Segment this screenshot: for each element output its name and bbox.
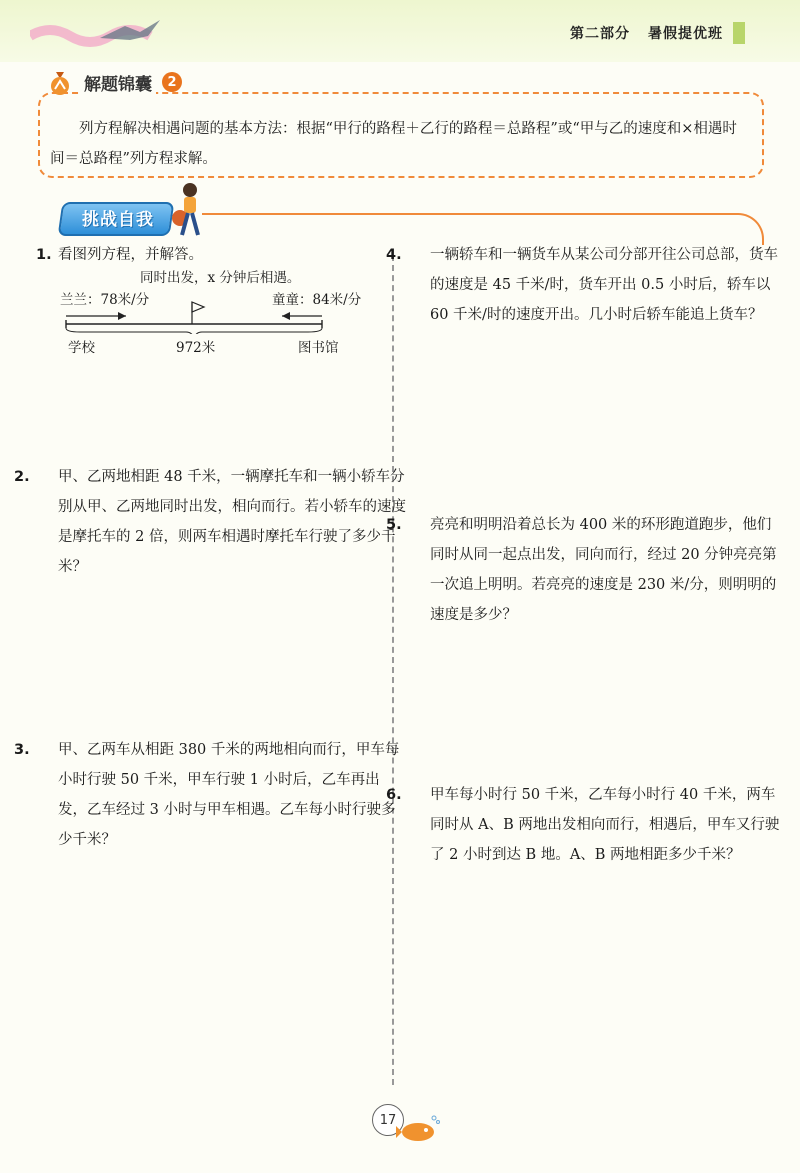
question-number: 5. [386,517,402,533]
distance-label: 972米 [176,340,216,356]
right-person-speed: 童童：84米/分 [272,292,362,308]
question-number: 3. [14,742,30,758]
question-5 [386,510,780,630]
meeting-diagram [60,266,390,356]
left-person-speed: 兰兰：78米/分 [60,292,150,308]
header-bar [733,22,745,44]
question-6 [386,780,780,870]
section-label: 第二部分 [570,26,630,42]
diagram-caption: 同时出发，x 分钟后相遇。 [140,270,301,286]
bird-ribbon-decoration [30,18,180,54]
question-text: 甲、乙两车从相距 380 千米的两地相向而行，甲车每小时行驶 50 千米，甲车行驶 1 小时后，乙车再出发，乙车经过 3 小时与甲车相遇。乙车每小时行驶多少千米？ [58,742,400,848]
question-number: 4. [386,247,402,263]
page-number: 17 [372,1104,404,1136]
right-place-label: 图书馆 [298,340,339,356]
question-4 [386,240,780,330]
question-text: 甲、乙两地相距 48 千米，一辆摩托车和一辆小轿车分别从甲、乙两地同时出发，相向而行。若小轿车的速度是摩托车的 2 倍，则两车相遇时摩托车行驶了多少千米？ [58,469,406,575]
page-number-area [372,1104,462,1144]
question-text: 亮亮和明明沿着总长为 400 米的环形跑道跑步，他们同时从同一起点出发，同向而行，经过 20 分钟亮亮第一次追上明明。若亮亮的速度是 230 米/分，则明明的速度是多少？ [430,517,777,623]
tip-number-badge: 2 [162,72,182,92]
tip-title-text: 解题锦囊 [80,70,156,95]
question-number: 6. [386,787,402,803]
question-3 [14,735,408,855]
question-number: 1. [36,247,52,263]
tip-title [46,66,182,98]
left-place-label: 学校 [68,340,95,356]
money-bag-icon [46,68,74,96]
book-label: 暑假提优班 [648,26,723,42]
question-number: 2. [14,469,30,485]
question-text: 甲车每小时行 50 千米，乙车每小时行 40 千米，两车同时从 A、B 两地出发相向而行，相遇后，甲车又行驶了 2 小时到达 B 地。A、B 两地相距多少千米？ [430,787,780,863]
column-divider [392,255,394,1085]
question-text: 看图列方程，并解答。 [58,247,203,263]
distance-line [60,294,390,334]
tip-text: 列方程解决相遇问题的基本方法：根据“甲行的路程＋乙行的路程＝总路程”或“甲与乙的速度和×相遇时间＝总路程”列方程求解。 [50,121,737,167]
challenge-label: 挑战自我 [82,210,154,230]
question-2 [14,462,408,582]
question-text: 一辆轿车和一辆货车从某公司分部开往公司总部，货车的速度是 45 千米/时，货车开出 0.5 小时后，轿车以 60 千米/时的速度开出。几小时后轿车能追上货车？ [430,247,778,323]
header-right [570,22,800,44]
fish-icon [396,1114,442,1144]
